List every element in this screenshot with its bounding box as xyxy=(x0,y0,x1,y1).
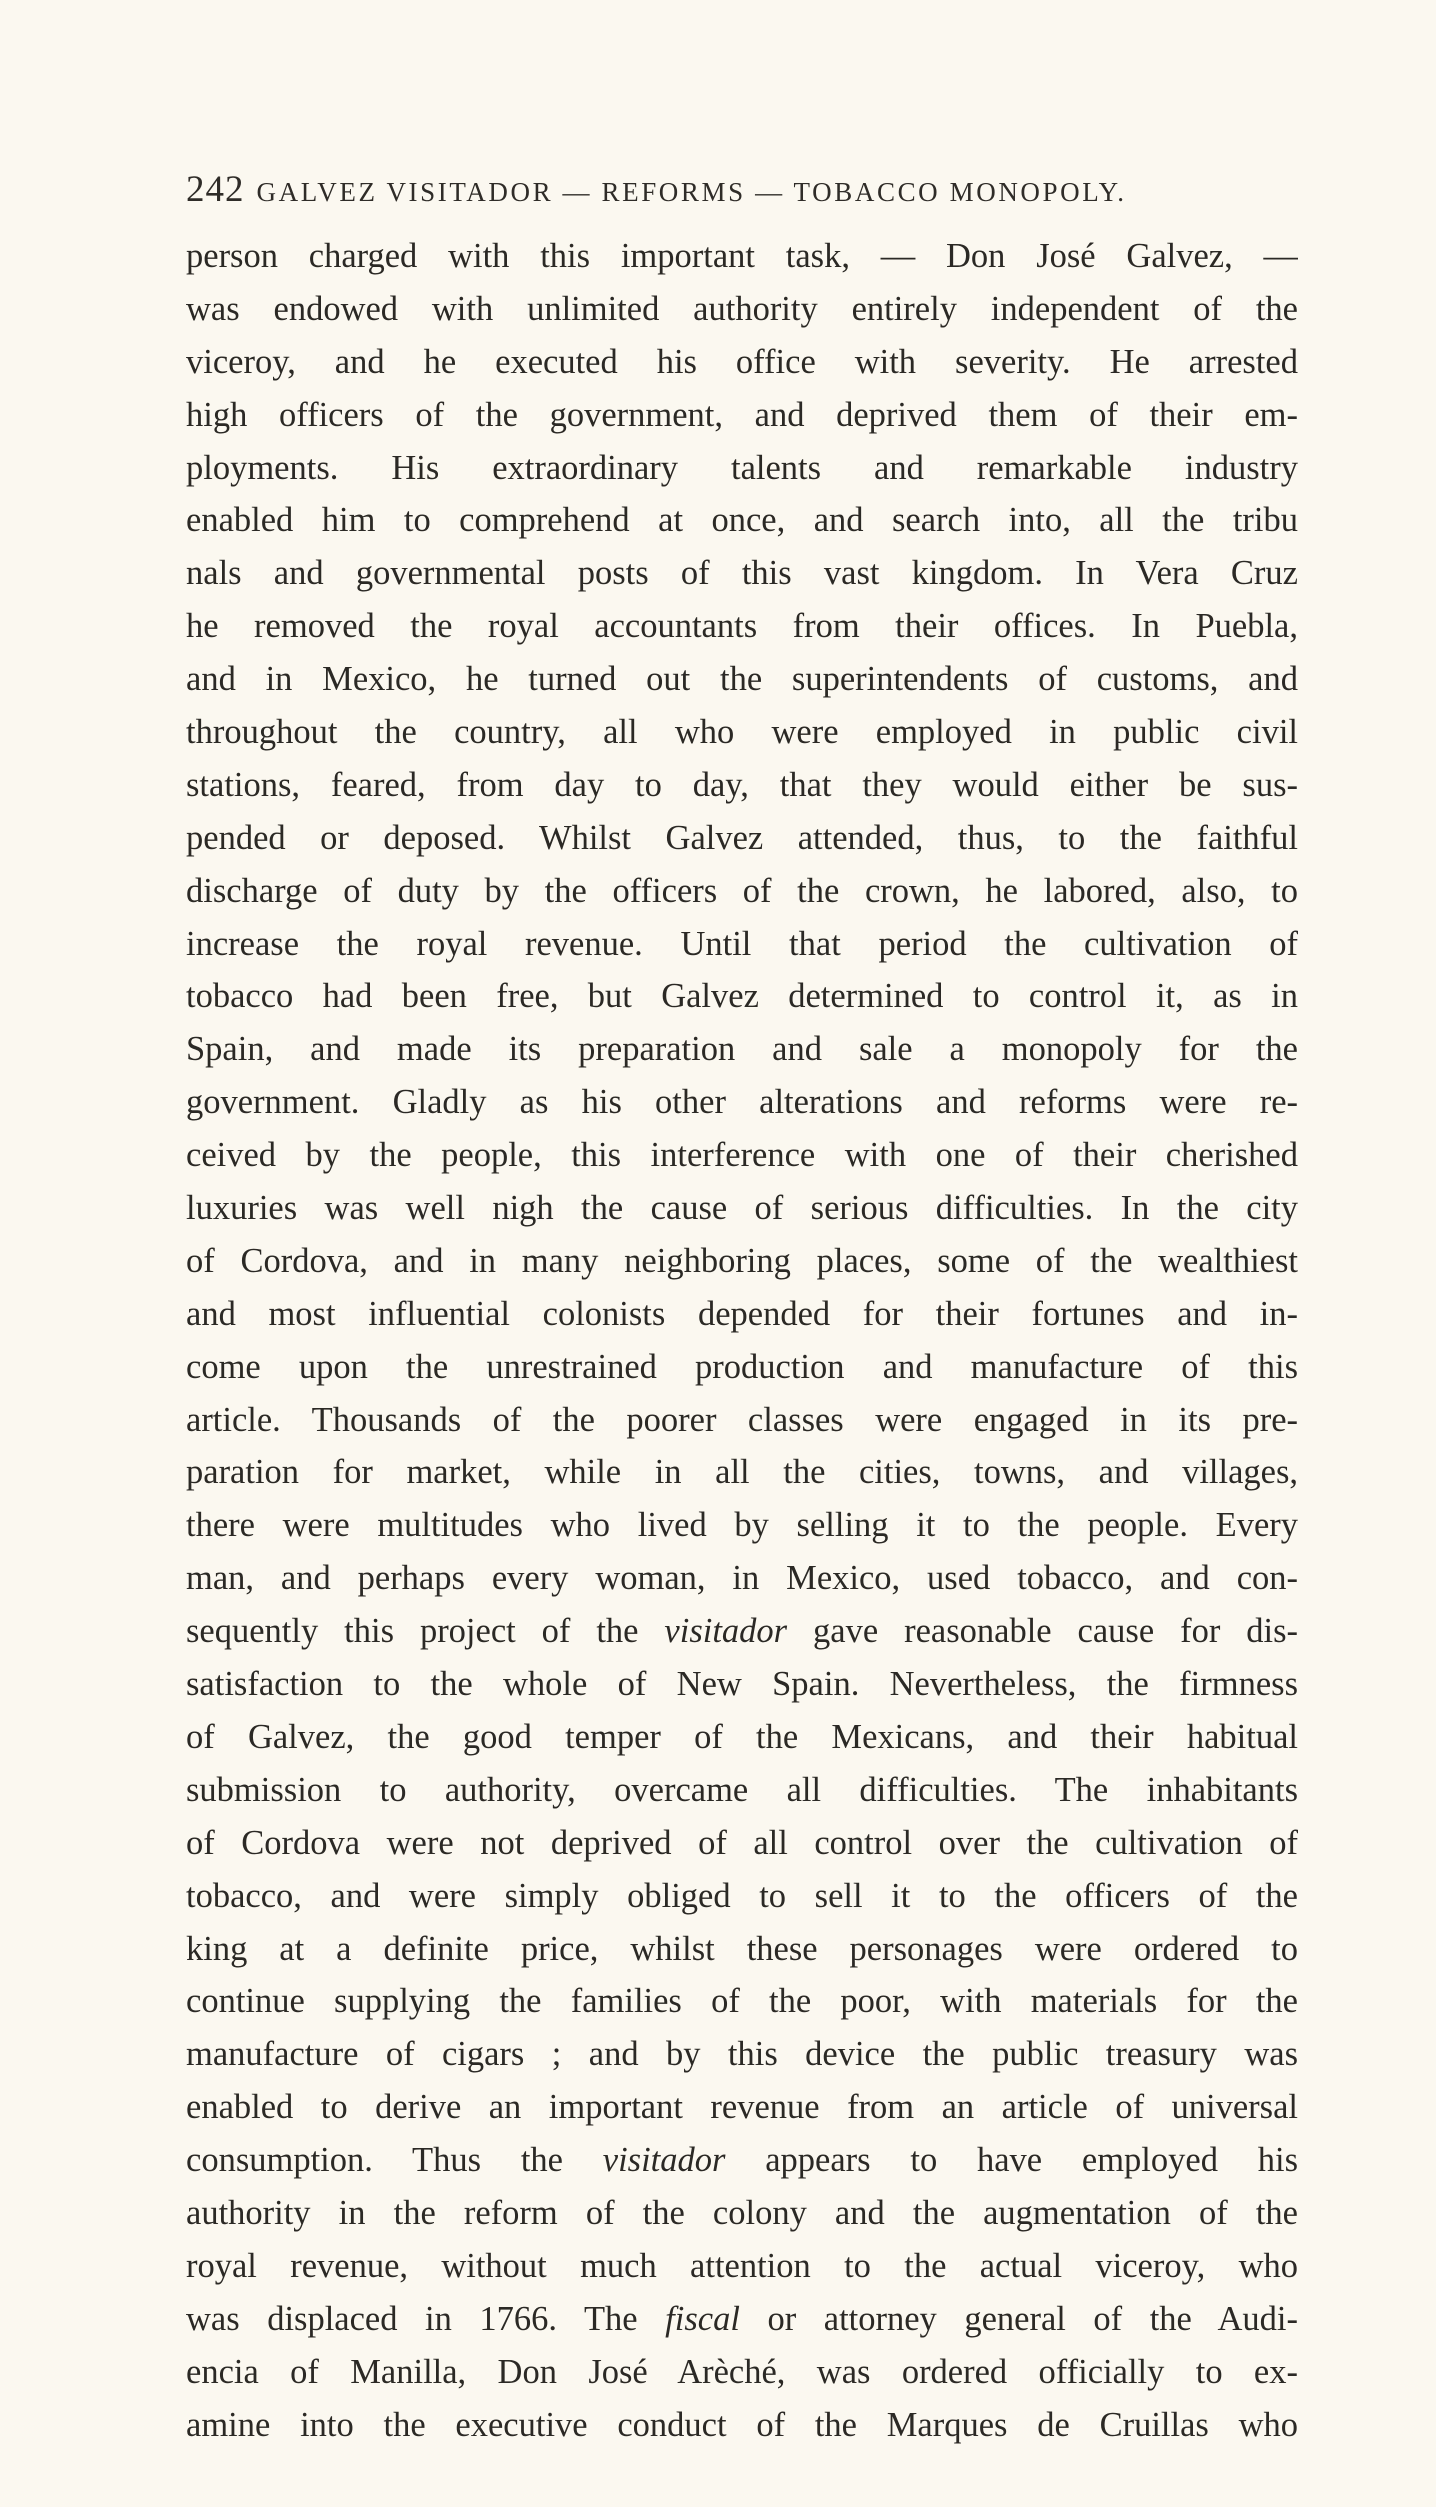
text-line: authority in the reform of the colony and the augmentation of the xyxy=(186,2193,1298,2232)
text-line: king at a definite price, whilst these personages were ordered to xyxy=(186,1929,1298,1968)
text-segment: or attorney general of the Audi- xyxy=(739,2299,1298,2338)
text-segment: gave reasonable cause for dis- xyxy=(787,1612,1298,1651)
text-line: continue supplying the families of the poor, with materials for the xyxy=(186,1982,1298,2021)
text-line: throughout the country, all who were employed in public civil xyxy=(186,713,1298,752)
text-line: of Cordova were not deprived of all control over the cultivation of xyxy=(186,1823,1298,1862)
text-segment: consumption. Thus the xyxy=(186,2141,603,2180)
text-segment: appears to have employed his xyxy=(725,2141,1298,2180)
italic-term: visitador xyxy=(664,1612,788,1651)
text-line: stations, feared, from day to day, that they would either be sus- xyxy=(186,765,1298,804)
text-line: pended or deposed. Whilst Galvez attended, thus, to the faithful xyxy=(186,818,1298,857)
italic-term: fiscal xyxy=(665,2299,740,2338)
running-head-title: GALVEZ VISITADOR — REFORMS — TOBACCO MONOPOLY. xyxy=(256,177,1127,207)
text-line: encia of Manilla, Don José Arèché, was ordered officially to ex- xyxy=(186,2352,1298,2391)
text-line: increase the royal revenue. Until that period the cultivation of xyxy=(186,924,1298,963)
text-segment: sequently this project of the xyxy=(186,1612,665,1651)
text-line: viceroy, and he executed his office with severity. He arrested xyxy=(186,342,1298,381)
text-line: government. Gladly as his other alterations and reforms were re- xyxy=(186,1083,1298,1122)
page-number: 242 xyxy=(186,169,245,210)
text-line: satisfaction to the whole of New Spain. Nevertheless, the firmness xyxy=(186,1665,1298,1704)
text-line: there were multitudes who lived by selling it to the people. Every xyxy=(186,1506,1298,1545)
text-line: ceived by the people, this interference with one of their cherished xyxy=(186,1136,1298,1175)
text-line xyxy=(186,2293,1298,2346)
text-line: tobacco had been free, but Galvez determined to control it, as in xyxy=(186,977,1298,1016)
text-line: luxuries was well nigh the cause of serious difficulties. In the city xyxy=(186,1189,1298,1228)
text-line: come upon the unrestrained production and manufacture of this xyxy=(186,1347,1298,1386)
text-line: Spain, and made its preparation and sale a monopoly for the xyxy=(186,1030,1298,1069)
italic-term: visitador xyxy=(602,2141,726,2180)
text-line: he removed the royal accountants from their offices. In Puebla, xyxy=(186,607,1298,646)
text-line: royal revenue, without much attention to the actual viceroy, who xyxy=(186,2246,1298,2285)
text-line: enabled him to comprehend at once, and search into, all the tribu xyxy=(186,501,1298,540)
text-line: enabled to derive an important revenue from an article of universal xyxy=(186,2088,1298,2127)
text-line: discharge of duty by the officers of the crown, he labored, also, to xyxy=(186,871,1298,910)
text-line: of Galvez, the good temper of the Mexicans, and their habitual xyxy=(186,1717,1298,1756)
text-line: and in Mexico, he turned out the superintendents of customs, and xyxy=(186,660,1298,699)
text-line: and most influential colonists depended for their fortunes and in- xyxy=(186,1294,1298,1333)
running-head xyxy=(186,168,1246,218)
text-line: tobacco, and were simply obliged to sell it to the officers of the xyxy=(186,1876,1298,1915)
text-line xyxy=(186,1605,1298,1658)
text-line: submission to authority, overcame all difficulties. The inhabitants xyxy=(186,1770,1298,1809)
text-segment: was displaced in 1766. The xyxy=(186,2299,666,2338)
text-line: nals and governmental posts of this vast kingdom. In Vera Cruz xyxy=(186,554,1298,593)
text-line: paration for market, while in all the cities, towns, and villages, xyxy=(186,1453,1298,1492)
text-line xyxy=(186,2134,1298,2187)
text-line: manufacture of cigars ; and by this device the public treasury was xyxy=(186,2035,1298,2074)
text-line: ployments. His extraordinary talents and remarkable industry xyxy=(186,448,1298,487)
text-line: amine into the executive conduct of the Marques de Cruillas who xyxy=(186,2405,1298,2444)
text-line: was endowed with unlimited authority entirely independent of the xyxy=(186,289,1298,328)
text-line: article. Thousands of the poorer classes were engaged in its pre- xyxy=(186,1400,1298,1439)
body-text xyxy=(186,230,1298,2444)
text-line: high officers of the government, and deprived them of their em- xyxy=(186,395,1298,434)
text-line: of Cordova, and in many neighboring places, some of the wealthiest xyxy=(186,1241,1298,1280)
text-line: person charged with this important task, — Don José Galvez, — xyxy=(186,237,1298,275)
text-line: man, and perhaps every woman, in Mexico, used tobacco, and con- xyxy=(186,1559,1298,1598)
